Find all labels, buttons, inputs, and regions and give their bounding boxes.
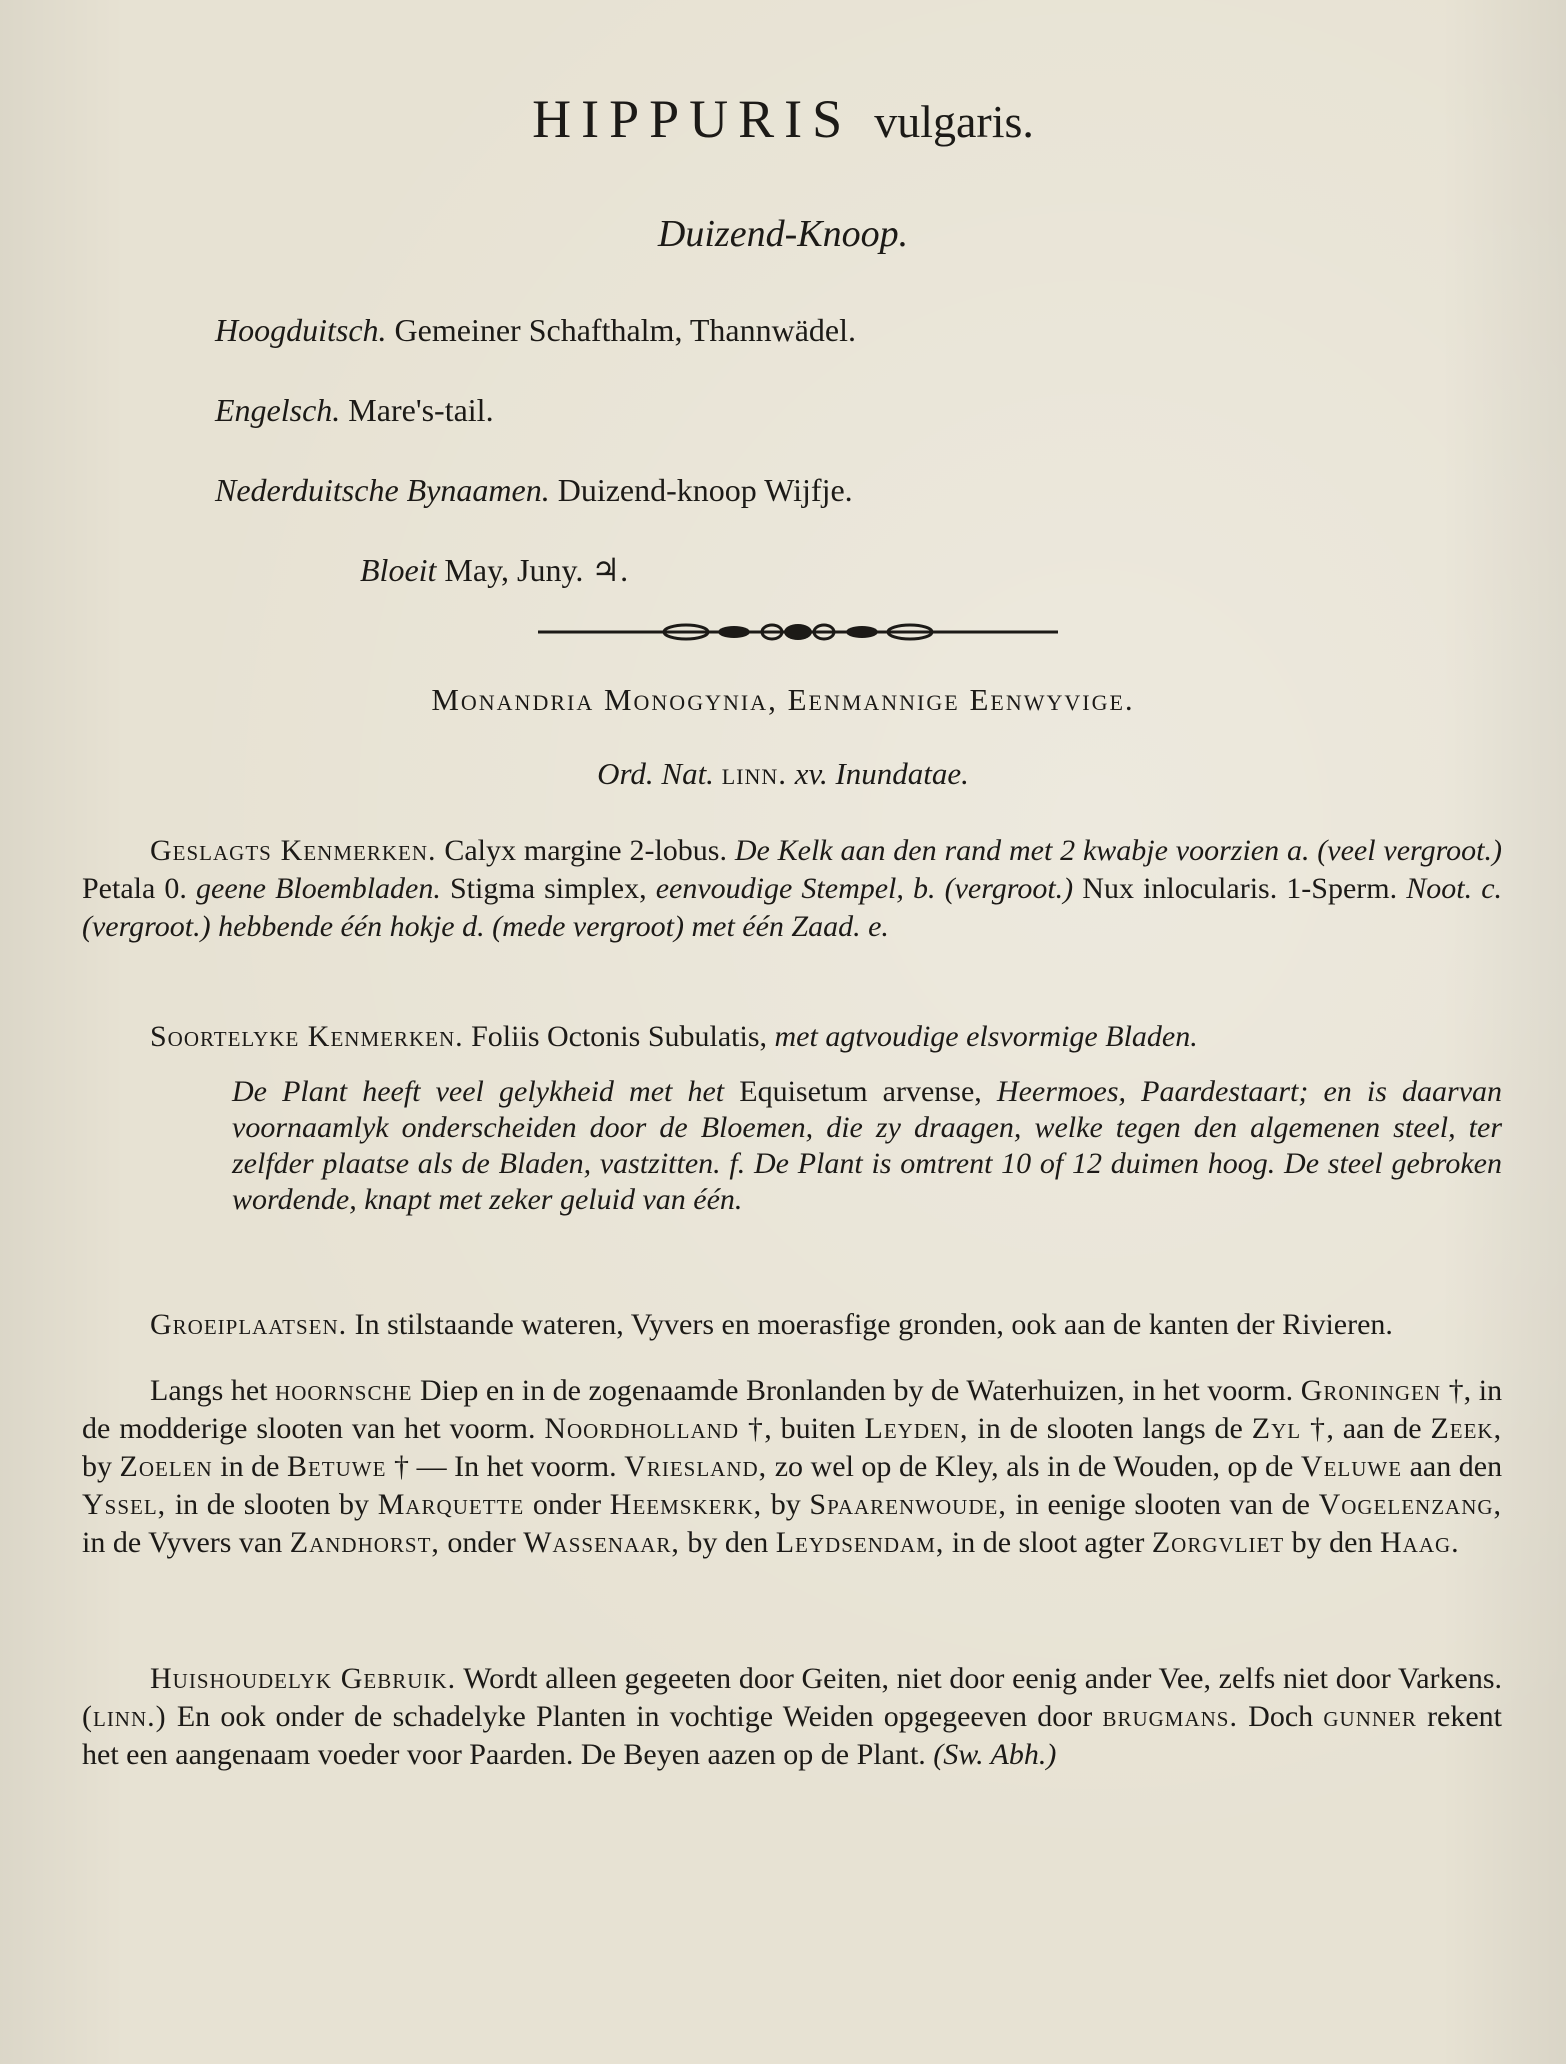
text-span: Leyden, bbox=[864, 1412, 969, 1445]
text-span: De Kelk aan den rand met 2 kwabje voorzien a. (veel vergroot.) bbox=[734, 834, 1502, 867]
text-span: Petala 0. bbox=[82, 872, 187, 905]
natural-order bbox=[0, 756, 1566, 792]
text-span: Equisetum arvense, bbox=[739, 1075, 982, 1108]
text-span: Spaarenwoude, bbox=[809, 1488, 1007, 1521]
text-span: Heemskerk, bbox=[609, 1488, 763, 1521]
text-span: †, buiten bbox=[747, 1412, 856, 1445]
section-heading: Geslagts Kenmerken. bbox=[150, 834, 437, 867]
text-span: Zandhorst, bbox=[289, 1526, 440, 1559]
localities-paragraph bbox=[82, 1372, 1502, 1562]
text-span: Diep en in de zogenaamde Bronlanden by de Waterhuizen, in het voorm. bbox=[420, 1374, 1294, 1407]
page-title bbox=[0, 88, 1566, 150]
text-span: in de bbox=[220, 1450, 280, 1483]
text-span: Foliis Octonis Subulatis, bbox=[471, 1020, 767, 1053]
text-span: hoornsche bbox=[275, 1374, 413, 1407]
text-span: Heermoes, Paardestaart; en is daarvan voornaamlyk onderscheiden door de Bloemen, die zy draagen, welke tegen den algemenen steel, ter zelfder plaatse als de Bladen, vastzitten. f. De Plant is omtrent 10 of 12 duimen hoog. De steel gebroken wordende, knapt met zeker geluid van één. bbox=[232, 1075, 1503, 1216]
text-span: Yssel, bbox=[82, 1488, 167, 1521]
text-span: Duizend-knoop Wijfje. bbox=[557, 472, 853, 508]
classification: Monandria Monogynia, Eenmannige Eenwyvige. bbox=[431, 682, 1135, 717]
text-span: brugmans. bbox=[1102, 1700, 1238, 1733]
text-span: in de sloot agter bbox=[951, 1526, 1145, 1559]
text-span: Noot. c. (vergroot.) hebbende één hokje d. (mede vergroot) met één Zaad. e. bbox=[82, 872, 1503, 943]
text-span: May, Juny. ♃. bbox=[444, 552, 629, 588]
text-span: In stilstaande wateren, Vyvers en moerasfige gronden, ook aan de kanten der Rivieren. bbox=[354, 1308, 1393, 1341]
section-habitats bbox=[82, 1306, 1502, 1344]
text-span: De Plant heeft veel gelykheid met het bbox=[232, 1075, 725, 1108]
ornament-rule-icon bbox=[536, 612, 1060, 652]
text-span: †, aan de bbox=[1309, 1412, 1422, 1445]
text-span: Zorgvliet bbox=[1151, 1526, 1285, 1559]
text-span: Wordt alleen gegeeten door Geiten, niet door eenig ander Vee, zelfs niet door Varkens. bbox=[463, 1662, 1502, 1695]
text-span: rekent het een aangenaam voeder voor Paarden. De Beyen aazen op de Plant. bbox=[82, 1700, 1503, 1771]
text-span: in de Vyvers van bbox=[82, 1526, 283, 1559]
section-generic-characters bbox=[82, 832, 1502, 946]
text-span: Leydsendam, bbox=[775, 1526, 945, 1559]
text-span: Wassenaar, bbox=[523, 1526, 680, 1559]
species-name: vulgaris. bbox=[874, 96, 1034, 147]
genus-name: HIPPURIS bbox=[532, 89, 853, 149]
text-span: in eenige slooten van de bbox=[1015, 1488, 1310, 1521]
text-span: aan den bbox=[1409, 1450, 1503, 1483]
text-span: geene Bloembladen. bbox=[196, 872, 441, 905]
section-heading: Huishoudelyk Gebruik. bbox=[150, 1662, 457, 1695]
section-specific-characters bbox=[82, 1018, 1502, 1056]
text-span: En ook onder de schadelyke Planten in vochtige Weiden opgegeeven door bbox=[176, 1700, 1093, 1733]
text-span: zo wel op de Kley, als in de Wouden, op de bbox=[774, 1450, 1294, 1483]
text-span: Haag. bbox=[1380, 1526, 1460, 1559]
text-span: Doch bbox=[1248, 1700, 1314, 1733]
text-span: Langs het bbox=[150, 1374, 268, 1407]
text-span: in de slooten by bbox=[174, 1488, 370, 1521]
text-span: by bbox=[770, 1488, 801, 1521]
text-span: Nux inlocularis. 1-Sperm. bbox=[1082, 872, 1398, 905]
text-span: Calyx margine 2-lobus. bbox=[444, 834, 727, 867]
text-span: Veluwe bbox=[1300, 1450, 1403, 1483]
name-row-english bbox=[215, 386, 856, 466]
text-span: onder bbox=[532, 1488, 602, 1521]
text-span: xv. Inundatae. bbox=[794, 756, 969, 791]
text-span: linn. bbox=[721, 756, 787, 791]
section-heading: Soortelyke Kenmerken. bbox=[150, 1020, 464, 1053]
name-row-dutch bbox=[215, 466, 856, 546]
text-span: Noordholland bbox=[544, 1412, 739, 1445]
text-span: Zoelen bbox=[119, 1450, 213, 1483]
text-span: Mare's-tail. bbox=[348, 392, 494, 428]
text-span: Vriesland, bbox=[624, 1450, 768, 1483]
text-span: eenvoudige Stempel, b. (vergroot.) bbox=[655, 872, 1074, 905]
text-span: by den bbox=[687, 1526, 769, 1559]
text-span: (Sw. Abh.) bbox=[933, 1738, 1057, 1771]
plant-description bbox=[232, 1074, 1502, 1218]
text-span: Nederduitsche Bynaamen. bbox=[215, 472, 550, 508]
text-span: Stigma simplex, bbox=[450, 872, 647, 905]
text-span: Engelsch. bbox=[215, 392, 341, 428]
vernacular-names bbox=[215, 306, 856, 626]
text-span: †, in de modderige slooten van het voorm. bbox=[82, 1374, 1503, 1445]
section-household-use bbox=[82, 1660, 1502, 1774]
text-span: Hoogduitsch. bbox=[215, 312, 387, 348]
text-span: by bbox=[82, 1450, 112, 1483]
text-span: † — In het voorm. bbox=[394, 1450, 617, 1483]
text-span: Groningen bbox=[1300, 1374, 1442, 1407]
text-span: Marquette bbox=[377, 1488, 525, 1521]
text-span: Zyl bbox=[1251, 1412, 1302, 1445]
name-row-german bbox=[215, 306, 856, 386]
text-span: Ord. Nat. bbox=[597, 756, 714, 791]
section-heading: Groeiplaatsen. bbox=[150, 1308, 348, 1341]
text-span: gunner bbox=[1323, 1700, 1417, 1733]
text-span: Vogelenzang, bbox=[1318, 1488, 1503, 1521]
text-span: Zeek, bbox=[1430, 1412, 1503, 1445]
text-span: Gemeiner Schafthalm, Thannwädel. bbox=[394, 312, 857, 348]
common-name: Duizend-Knoop. bbox=[657, 213, 909, 255]
text-span: Bloeit bbox=[360, 552, 437, 588]
text-span: (linn.) bbox=[82, 1700, 167, 1733]
text-span: met agtvoudige elsvormige Bladen. bbox=[774, 1020, 1198, 1053]
text-span: Betuwe bbox=[286, 1450, 387, 1483]
text-span: onder bbox=[447, 1526, 516, 1559]
text-span: in de slooten langs de bbox=[977, 1412, 1243, 1445]
text-span: by den bbox=[1291, 1526, 1373, 1559]
